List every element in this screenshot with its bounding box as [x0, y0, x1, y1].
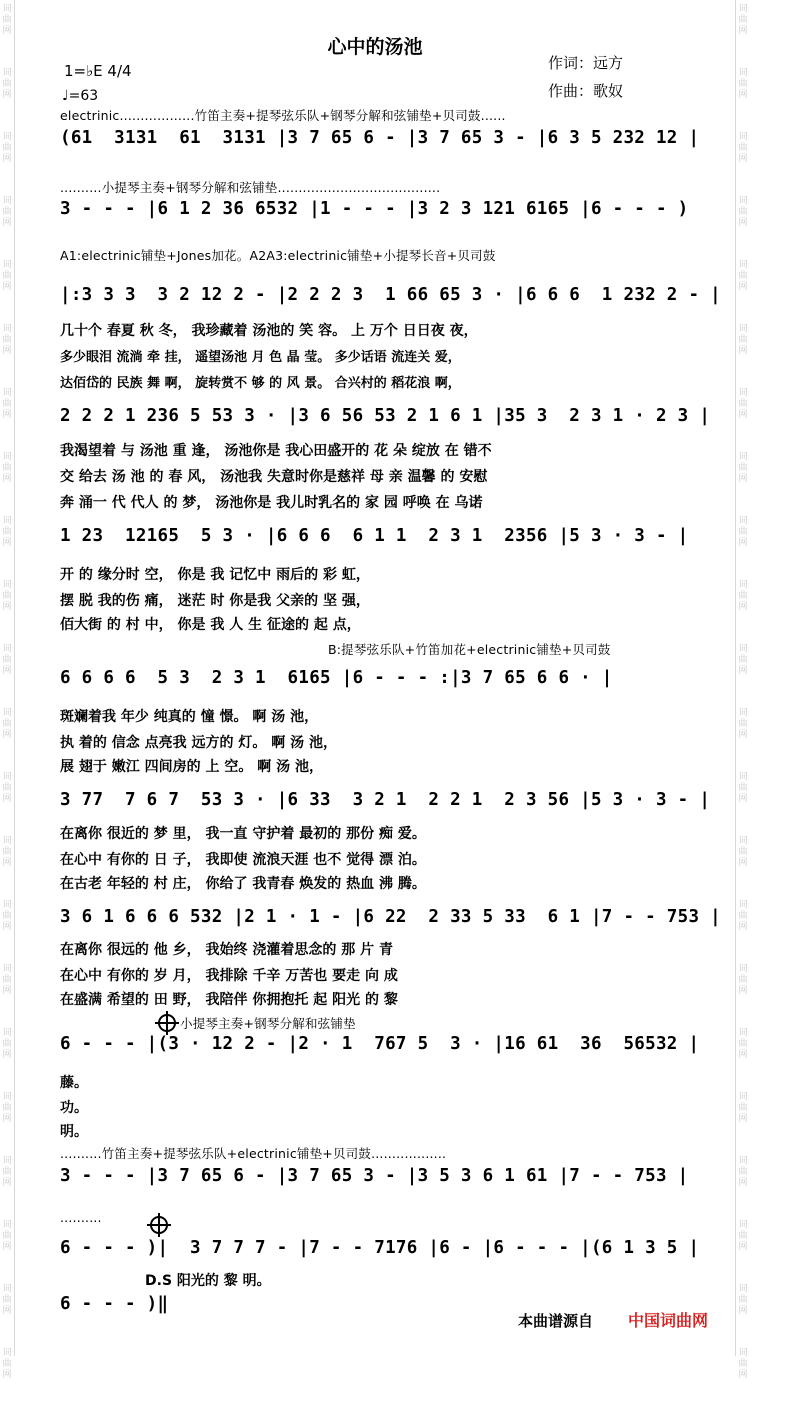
source-site-link[interactable]: 中国词曲网	[628, 1311, 709, 1330]
segno-icon	[158, 1014, 176, 1032]
watermark-text: 词曲网	[738, 388, 748, 420]
watermark-text: 词曲网	[738, 132, 748, 164]
notation-line: 1 23 12165 5 3 · |6 6 6 6 1 1 2 3 1 2356 |5 3 · 3 - |	[60, 526, 689, 546]
coda-icon	[150, 1216, 168, 1234]
watermark-text: 词曲网	[2, 4, 12, 36]
watermark-text: 词曲网	[2, 388, 12, 420]
watermark-text: 词曲网	[2, 452, 12, 484]
lyric-line: 在心中 有你的 岁 月， 我排除 千辛 万苦也 要走 向 成	[60, 968, 398, 984]
watermark-text: 词曲网	[738, 260, 748, 292]
arrangement-note: electrinic..................竹笛主奏+提琴弦乐队+钢琴分解和弦铺垫+贝司鼓......	[60, 108, 506, 123]
lyric-line: 佰大街 的 村 中， 你是 我 人 生 征途的 起 点，	[60, 617, 361, 633]
tempo-marking: ♩=63	[62, 88, 99, 104]
lyric-line: 多少眼泪 流淌 牵 挂， 遥望汤池 月 色 晶 莹。 多少话语 流连关 爱，	[60, 350, 461, 365]
lyric-line: 明。	[60, 1124, 88, 1140]
watermark-text: 词曲网	[2, 900, 12, 932]
lyric-line: 斑斓着我 年少 纯真的 憧 憬。 啊 汤 池，	[60, 709, 319, 725]
watermark-text: 词曲网	[2, 1348, 12, 1380]
notation-line: |:3 3 3 3 2 12 2 - |2 2 2 3 1 66 65 3 · |6 6 6 1 232 2 - |	[60, 285, 721, 305]
lyric-line: 藤。	[60, 1075, 88, 1091]
lyric-line: 开 的 缘分时 空， 你是 我 记忆中 雨后的 彩 虹，	[60, 567, 370, 583]
key-signature: 1=♭E 4/4	[64, 62, 132, 80]
lyric-line: 在心中 有你的 日 子， 我即使 流浪天涯 也不 觉得 漂 泊。	[60, 852, 426, 868]
watermark-text: 词曲网	[2, 1092, 12, 1124]
watermark-text: 词曲网	[2, 580, 12, 612]
watermark-text: 词曲网	[738, 1284, 748, 1316]
watermark-text: 词曲网	[2, 964, 12, 996]
watermark-text: 词曲网	[738, 772, 748, 804]
notation-line: 6 - - - |(3 · 12 2 - |2 · 1 767 5 3 · |16 61 36 56532 |	[60, 1034, 700, 1054]
watermark-text: 词曲网	[738, 644, 748, 676]
left-watermark-strip	[0, 0, 15, 1380]
lyric-line: 达佰岱的 民族 舞 啊， 旋转赏不 够 的 风 景。 合兴村的 稻花浪 啊，	[60, 376, 461, 391]
watermark-text: 词曲网	[2, 68, 12, 100]
arrangement-note: B:提琴弦乐队+竹笛加花+electrinic铺垫+贝司鼓	[328, 642, 611, 657]
lyric-line: 几十个 春夏 秋 冬， 我珍藏着 汤池的 笑 容。 上 万个 日日夜 夜，	[60, 323, 478, 339]
watermark-text: 词曲网	[738, 580, 748, 612]
watermark-text: 词曲网	[2, 772, 12, 804]
watermark-text: 词曲网	[2, 644, 12, 676]
notation-line: (61 3131 61 3131 |3 7 65 6 - |3 7 65 3 - |6 3 5 232 12 |	[60, 128, 700, 148]
notation-line: 3 - - - |6 1 2 36 6532 |1 - - - |3 2 3 121 6165 |6 - - - )	[60, 199, 689, 219]
notation-line: 3 - - - |3 7 65 6 - |3 7 65 3 - |3 5 3 6 1 61 |7 - - 753 |	[60, 1166, 689, 1186]
right-watermark-strip	[735, 0, 750, 1380]
notation-line: 6 6 6 6 5 3 2 3 1 6165 |6 - - - :|3 7 65 6 6 · |	[60, 668, 613, 688]
notation-line: 3 77 7 6 7 53 3 · |6 33 3 2 1 2 2 1 2 3 56 |5 3 · 3 - |	[60, 790, 711, 810]
watermark-text: 词曲网	[738, 516, 748, 548]
arrangement-note: ..........竹笛主奏+提琴弦乐队+electrinic铺垫+贝司鼓..................	[60, 1146, 447, 1161]
lyric-line: 在离你 很近的 梦 里， 我一直 守护着 最初的 那份 痴 爱。	[60, 826, 426, 842]
arrangement-note: ..........小提琴主奏+钢琴分解和弦铺垫.......................................	[60, 180, 441, 195]
lyric-line: 摆 脱 我的伤 痛， 迷茫 时 你是我 父亲的 坚 强，	[60, 593, 370, 609]
coda-mark	[150, 1216, 168, 1238]
notation-line: 2 2 2 1 236 5 53 3 · |3 6 56 53 2 1 6 1 |35 3 2 3 1 · 2 3 |	[60, 406, 711, 426]
watermark-text: 词曲网	[2, 1028, 12, 1060]
arrangement-note: A1:electrinic铺垫+Jones加花。A2A3:electrinic铺垫+小提琴长音+贝司鼓	[60, 248, 496, 263]
watermark-text: 词曲网	[738, 1092, 748, 1124]
lyricist-credit: 作词：远方	[548, 54, 624, 72]
arrangement-note: ..........	[60, 1210, 102, 1225]
lyric-line: 交 给去 汤 池 的 春 风， 汤池我 失意时你是慈祥 母 亲 温馨 的 安慰	[60, 469, 488, 485]
composer-credit: 作曲：歌奴	[548, 82, 624, 100]
source-label: 本曲谱源自	[518, 1312, 594, 1330]
lyric-line: 执 着的 信念 点亮我 远方的 灯。 啊 汤 池，	[60, 735, 337, 751]
watermark-text: 词曲网	[2, 260, 12, 292]
lyric-line: 在古老 年轻的 村 庄， 你给了 我青春 焕发的 热血 沸 腾。	[60, 876, 426, 892]
lyric-line: 功。	[60, 1100, 88, 1116]
lyric-line: 在离你 很远的 他 乡， 我始终 浇灌着思念的 那 片 青	[60, 942, 393, 958]
segno-mark	[158, 1014, 176, 1036]
watermark-text: 词曲网	[738, 4, 748, 36]
watermark-text: 词曲网	[738, 964, 748, 996]
watermark-text: 词曲网	[738, 836, 748, 868]
watermark-text: 词曲网	[2, 1220, 12, 1252]
watermark-text: 词曲网	[2, 1284, 12, 1316]
notation-line: 6 - - - )| 3 7 7 7 - |7 - - 7176 |6 - |6 - - - |(6 1 3 5 |	[60, 1238, 700, 1258]
watermark-text: 词曲网	[738, 900, 748, 932]
watermark-text: 词曲网	[2, 1156, 12, 1188]
notation-line: 3 6 1 6 6 6 532 |2 1 · 1 - |6 22 2 33 5 33 6 1 |7 - - 753 |	[60, 907, 721, 927]
watermark-text: 词曲网	[2, 132, 12, 164]
watermark-text: 词曲网	[738, 1156, 748, 1188]
watermark-text: 词曲网	[2, 516, 12, 548]
lyric-line: 我渴望着 与 汤池 重 逢， 汤池你是 我心田盛开的 花 朵 绽放 在 错不	[60, 443, 492, 459]
song-title: 心中的汤池	[327, 36, 423, 58]
lyric-line: 在盛满 希望的 田 野， 我陪伴 你拥抱托 起 阳光 的 黎	[60, 992, 398, 1008]
watermark-text: 词曲网	[738, 68, 748, 100]
watermark-text: 词曲网	[2, 196, 12, 228]
watermark-text: 词曲网	[738, 324, 748, 356]
notation-line: 6 - - - )‖	[60, 1294, 169, 1314]
watermark-text: 词曲网	[738, 1220, 748, 1252]
watermark-text: 词曲网	[738, 196, 748, 228]
watermark-text: 词曲网	[738, 1028, 748, 1060]
watermark-text: 词曲网	[2, 836, 12, 868]
watermark-text: 词曲网	[738, 1348, 748, 1380]
lyric-line: D.S 阳光的 黎 明。	[145, 1273, 271, 1289]
watermark-text: 词曲网	[2, 708, 12, 740]
lyric-line: 展 翅于 嫩江 四间房的 上 空。 啊 汤 池，	[60, 759, 323, 775]
watermark-text: 词曲网	[738, 452, 748, 484]
watermark-text: 词曲网	[2, 324, 12, 356]
watermark-text: 词曲网	[738, 708, 748, 740]
arrangement-note: 小提琴主奏+钢琴分解和弦铺垫	[180, 1016, 356, 1031]
lyric-line: 奔 涌一 代 代人 的 梦， 汤池你是 我儿时乳名的 家 园 呼唤 在 乌诺	[60, 495, 483, 511]
